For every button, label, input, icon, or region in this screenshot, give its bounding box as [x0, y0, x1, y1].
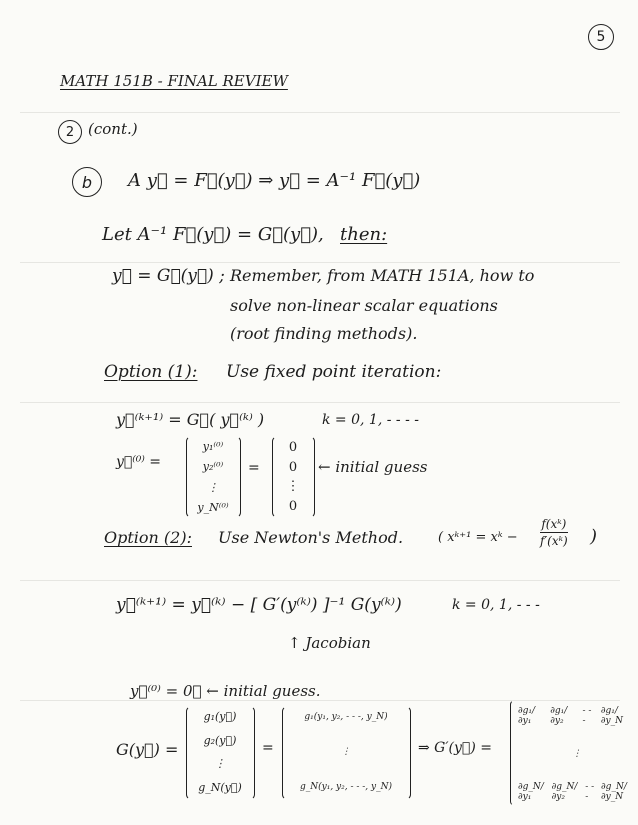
k-range-2: k = 0, 1, - - - — [452, 597, 540, 613]
ruled-line — [20, 402, 620, 403]
vector-entry: y₁⁽⁰⁾ — [202, 440, 224, 453]
section-marker — [58, 120, 82, 144]
G-definition-label: G(y⃗) = — [116, 740, 179, 759]
system-equation: A y⃗ = F⃗(y⃗) ⇒ y⃗ = A⁻¹ F⃗(y⃗) — [128, 170, 421, 191]
initial-vector — [196, 440, 230, 514]
option-2-label: Option (2): — [104, 528, 192, 547]
section-label: (cont.) — [88, 120, 138, 138]
jacobian-entry: ∂g_N/∂y₁ — [518, 782, 544, 802]
jacobian-entry: ∂g_N/∂y_N — [601, 782, 627, 802]
newton-iteration: y⃗⁽ᵏ⁺¹⁾ = y⃗⁽ᵏ⁾ − [ G′(y⁽ᵏ⁾) ]⁻¹ G(y⁽ᵏ⁾) — [116, 595, 402, 615]
jacobian-note: ↑ Jacobian — [288, 634, 371, 652]
jacobian-entry: - - - — [585, 782, 595, 802]
initial-vector-label: y⃗⁽⁰⁾ = — [116, 454, 161, 470]
ruled-line — [20, 112, 620, 113]
vector-entry: 0 — [288, 440, 298, 455]
let-statement: Let A⁻¹ F⃗(y⃗) = G⃗(y⃗), — [102, 224, 324, 245]
jacobian-entry: ∂g₁/∂y_N — [600, 706, 623, 726]
remember-line-2: solve non-linear scalar equations — [230, 296, 498, 315]
ruled-line — [20, 580, 620, 581]
equals-sign: = — [262, 740, 274, 756]
vector-entry: y₂⁽⁰⁾ — [202, 460, 224, 474]
vector-entry: y_N⁽⁰⁾ — [197, 500, 229, 514]
vector-entry: g₂(y⃗) — [203, 733, 237, 747]
k-range-1: k = 0, 1, - - - - — [322, 412, 420, 428]
let-then: then: — [340, 224, 388, 245]
G-explicit-vector — [292, 712, 400, 792]
option-2-text: Use Newton's Method. — [218, 528, 404, 547]
remember-line-3: (root finding methods). — [230, 324, 418, 343]
option-1-label: Option (1): — [104, 362, 198, 382]
G-component-vector — [196, 710, 244, 794]
part-marker — [72, 167, 102, 197]
section-marker-text: 2 — [65, 124, 75, 140]
right-paren — [230, 436, 241, 518]
fraction-numerator: f(xᵏ) — [541, 517, 567, 531]
page-title: MATH 151B - FINAL REVIEW — [60, 72, 288, 90]
zero-vector — [282, 440, 304, 514]
jacobian-matrix — [518, 706, 636, 802]
vector-entry: g₁(y₁, y₂, - - -, y_N) — [304, 712, 388, 722]
vector-entry: ⋮ — [341, 747, 351, 757]
fraction-denominator: f′(xᵏ) — [540, 534, 568, 548]
jacobian-implies: ⇒ G′(y⃗) = — [418, 740, 492, 756]
vector-entry: 0 — [288, 498, 298, 514]
jacobian-entry: ∂g₁/∂y₁ — [518, 706, 536, 726]
right-paren — [244, 706, 255, 800]
page-number-text: 5 — [596, 29, 606, 45]
initial-guess-note: ← initial guess — [318, 458, 428, 476]
jacobian-ellipsis: ⋮ — [572, 749, 582, 759]
jacobian-entry: ∂g₁/∂y₂ — [550, 706, 568, 726]
jacobian-row — [518, 706, 636, 726]
vector-entry: g_N(y₁, y₂, - - -, y_N) — [299, 782, 392, 792]
option-1-text: Use fixed point iteration: — [226, 362, 442, 382]
vector-entry: 0 — [288, 459, 298, 475]
vector-entry: g_N(y⃗) — [198, 780, 242, 794]
newton-scalar-close: ) — [590, 526, 598, 547]
right-paren — [304, 436, 315, 518]
part-marker-text: b — [81, 172, 93, 192]
jacobian-row — [518, 782, 636, 802]
newton-scalar-lhs: ( xᵏ⁺¹ = xᵏ − — [438, 530, 518, 545]
ruled-line — [20, 700, 620, 701]
fraction-bar — [540, 532, 568, 533]
fixed-point-equation: y⃗ = G⃗(y⃗) ; — [112, 266, 225, 286]
vector-entry: g₁(y⃗) — [203, 710, 237, 723]
newton-fraction — [540, 517, 568, 548]
vector-entry: ⋮ — [214, 757, 226, 771]
jacobian-entry: - - - — [582, 706, 592, 726]
ruled-line — [20, 262, 620, 263]
page-number — [588, 24, 614, 50]
right-paren — [400, 706, 411, 800]
vector-entry: ⋮ — [207, 480, 219, 494]
fixed-point-iteration: y⃗⁽ᵏ⁺¹⁾ = G⃗( y⃗⁽ᵏ⁾ ) — [116, 410, 265, 429]
newton-initial-guess: y⃗⁽⁰⁾ = 0⃗ ← initial guess. — [130, 682, 321, 700]
remember-line-1: Remember, from MATH 151A, how to — [230, 266, 535, 285]
equals-sign: = — [248, 460, 260, 476]
vector-entry: ⋮ — [286, 479, 300, 495]
jacobian-entry: ∂g_N/∂y₂ — [551, 782, 578, 802]
